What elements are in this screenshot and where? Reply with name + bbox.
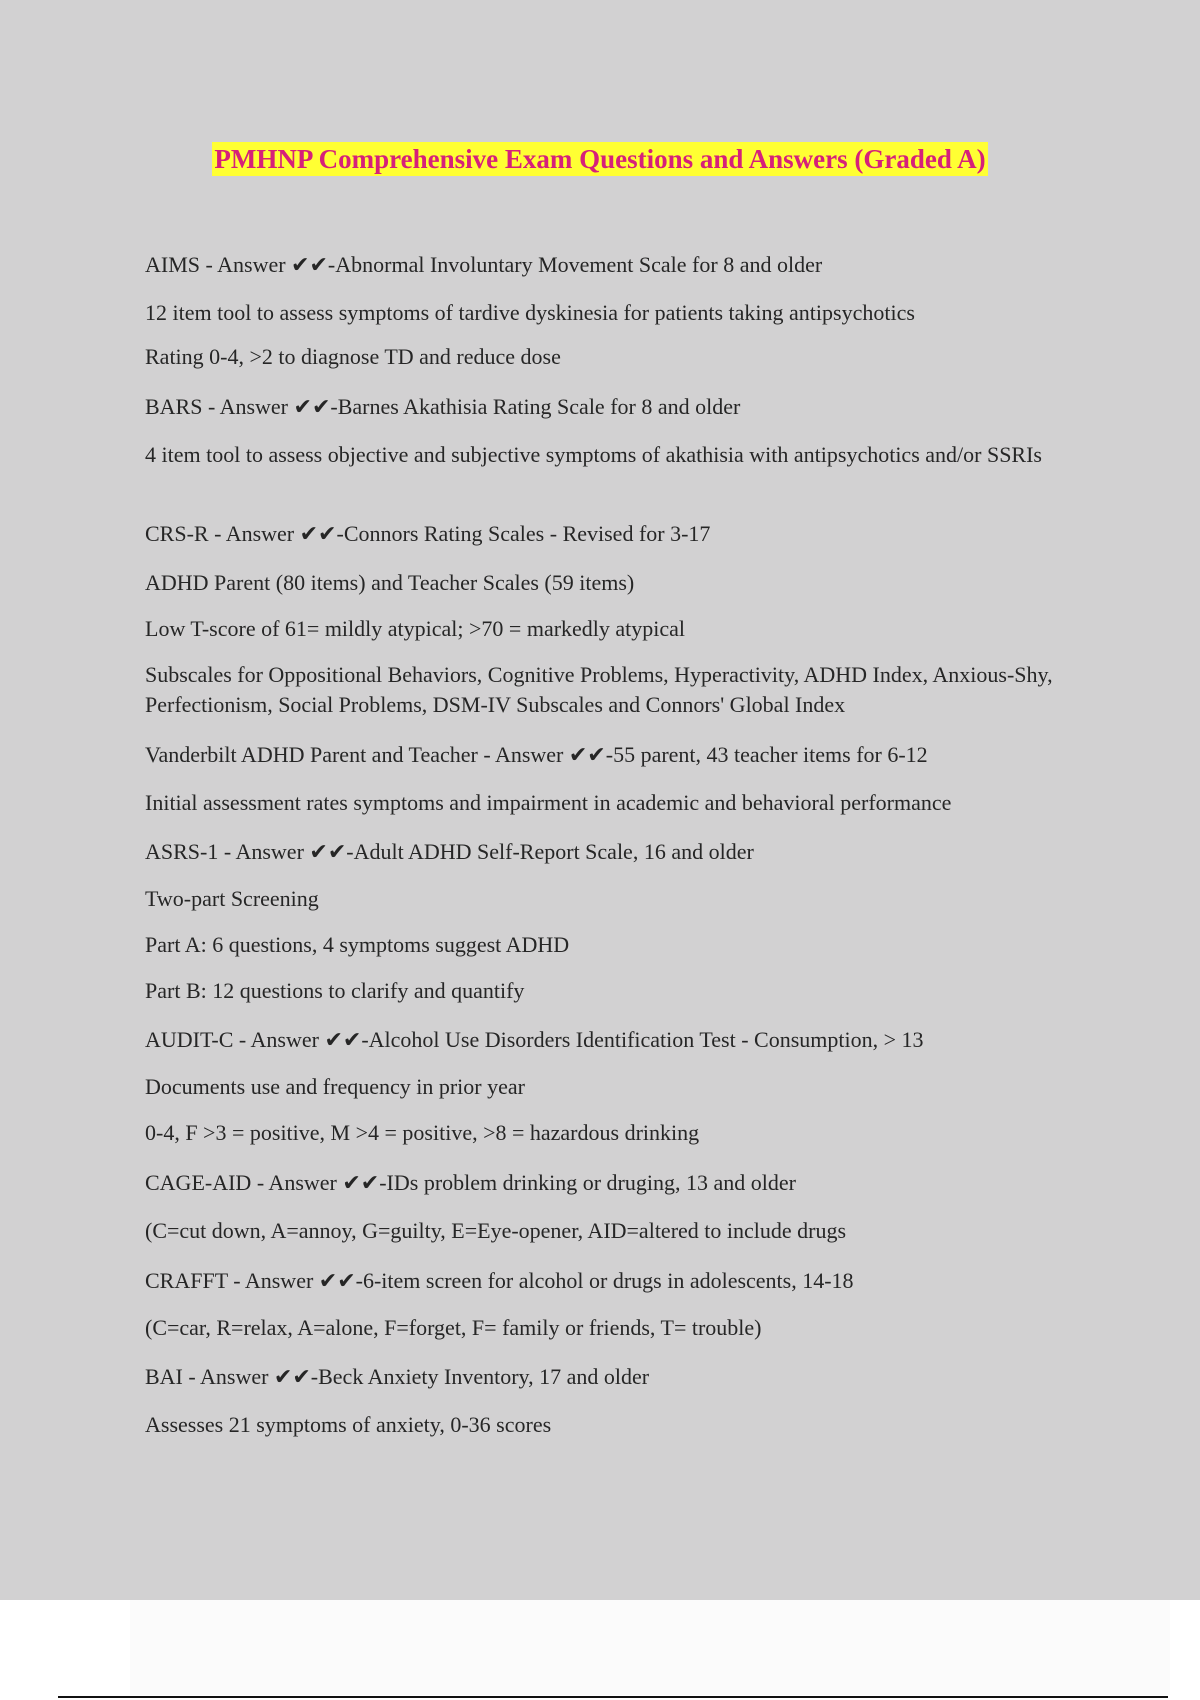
text-line: Initial assessment rates symptoms and impairment in academic and behavioral performance — [145, 790, 952, 815]
text-line: 4 item tool to assess objective and subjective symptoms of akathisia with antipsychotics and/or SSRIs — [145, 442, 1042, 467]
text-line: ASRS-1 - Answer ✔✔-Adult ADHD Self-Report Scale, 16 and older — [145, 839, 754, 864]
horizontal-rule — [58, 1696, 1168, 1698]
text-line: Part A: 6 questions, 4 symptoms suggest ADHD — [145, 932, 570, 957]
text-line: Subscales for Oppositional Behaviors, Cognitive Problems, Hyperactivity, ADHD Index, Anxious-Shy, Perfectionism, Social Problems, DSM-IV Subscales and Connors' Global Index — [145, 662, 1053, 717]
text-line: BAI - Answer ✔✔-Beck Anxiety Inventory, 17 and older — [145, 1364, 650, 1389]
text-line: Low T-score of 61= mildly atypical; >70 = markedly atypical — [145, 616, 686, 641]
page-title: PMHNP Comprehensive Exam Questions and Answers (Graded A) — [214, 144, 986, 174]
text-line: Two-part Screening — [145, 886, 319, 911]
next-page-preview — [130, 1600, 1170, 1695]
title-wrap — [0, 142, 1200, 176]
text-line: Part B: 12 questions to clarify and quantify — [145, 978, 525, 1003]
text-line: Documents use and frequency in prior year — [145, 1074, 525, 1099]
text-line: ADHD Parent (80 items) and Teacher Scales (59 items) — [145, 570, 635, 595]
text-line: 0-4, F >3 = positive, M >4 = positive, >8 = hazardous drinking — [145, 1120, 700, 1145]
text-line: Vanderbilt ADHD Parent and Teacher - Answer ✔✔-55 parent, 43 teacher items for 6-12 — [145, 742, 928, 767]
text-line: CAGE-AID - Answer ✔✔-IDs problem drinking or druging, 13 and older — [145, 1170, 796, 1195]
text-line: Assesses 21 symptoms of anxiety, 0-36 scores — [145, 1412, 552, 1437]
text-line: Rating 0-4, >2 to diagnose TD and reduce dose — [145, 344, 561, 369]
text-line: AUDIT-C - Answer ✔✔-Alcohol Use Disorders Identification Test - Consumption, > 13 — [145, 1027, 924, 1052]
text-line: CRAFFT - Answer ✔✔-6-item screen for alcohol or drugs in adolescents, 14-18 — [145, 1268, 854, 1293]
text-line: 12 item tool to assess symptoms of tardive dyskinesia for patients taking antipsychotics — [145, 300, 915, 325]
text-line: BARS - Answer ✔✔-Barnes Akathisia Rating Scale for 8 and older — [145, 394, 741, 419]
text-line: CRS-R - Answer ✔✔-Connors Rating Scales - Revised for 3-17 — [145, 521, 711, 546]
text-line: (C=cut down, A=annoy, G=guilty, E=Eye-opener, AID=altered to include drugs — [145, 1218, 847, 1243]
text-line: (C=car, R=relax, A=alone, F=forget, F= family or friends, T= trouble) — [145, 1315, 762, 1340]
text-line: AIMS - Answer ✔✔-Abnormal Involuntary Movement Scale for 8 and older — [145, 252, 823, 277]
